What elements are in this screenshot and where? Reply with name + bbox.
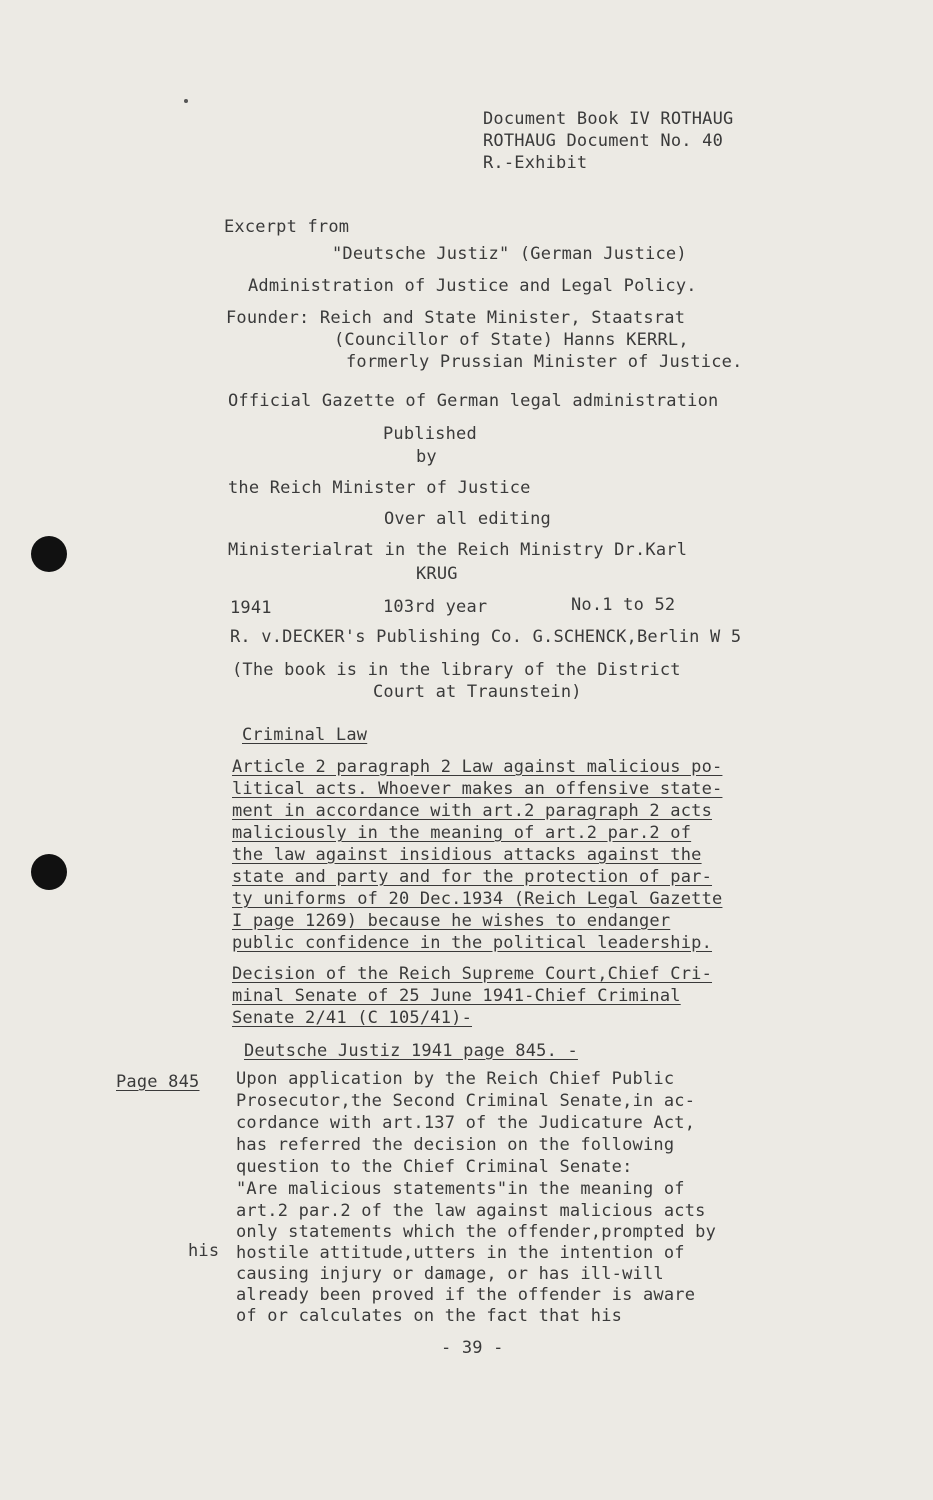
journal-subtitle: Administration of Justice and Legal Policy. [248, 276, 697, 296]
summary-line: Article 2 paragraph 2 Law against malicious po- [232, 757, 723, 777]
publication-year: 1941 [230, 598, 272, 618]
body-line: "Are malicious statements"in the meaning of [236, 1179, 685, 1199]
summary-line: ty uniforms of 20 Dec.1934 (Reich Legal Gazette [232, 889, 723, 909]
punch-hole-top [31, 536, 67, 572]
body-line: Prosecutor,the Second Criminal Senate,in ac- [236, 1091, 696, 1111]
header-exhibit: R.-Exhibit [483, 153, 588, 173]
summary-line: public confidence in the political leadership. [232, 933, 713, 953]
founder-line-2: (Councillor of State) Hanns KERRL, [334, 330, 689, 350]
body-line: causing injury or damage, or has ill-will [236, 1264, 664, 1284]
body-line: has referred the decision on the following [236, 1135, 675, 1155]
library-line-2: Court at Traunstein) [373, 682, 582, 702]
by-line: by [416, 447, 437, 467]
summary-line: litical acts. Whoever makes an offensive state- [232, 779, 723, 799]
founder-line-3: formerly Prussian Minister of Justice. [346, 352, 743, 372]
body-line: question to the Chief Criminal Senate: [236, 1157, 633, 1177]
published-line: Published [383, 424, 477, 444]
decision-line: Senate 2/41 (C 105/41)- [232, 1008, 473, 1028]
founder-line-1: Founder: Reich and State Minister, Staatsrat [226, 308, 686, 328]
page-number: - 39 - [441, 1338, 504, 1358]
body-line: already been proved if the offender is aware [236, 1285, 696, 1305]
body-line: cordance with art.137 of the Judicature Act, [236, 1113, 696, 1133]
publisher-line: R. v.DECKER's Publishing Co. G.SCHENCK,Berlin W 5 [230, 627, 742, 647]
excerpt-label: Excerpt from [224, 217, 350, 237]
body-line: hostile attitude,utters in the intention of [236, 1243, 685, 1263]
body-line: of or calculates on the fact that his [236, 1306, 623, 1326]
editor-line-1: Ministerialrat in the Reich Ministry Dr.Karl [228, 540, 688, 560]
gazette-line: Official Gazette of German legal administration [228, 391, 719, 411]
editor-line-2: KRUG [416, 564, 458, 584]
header-document-number: ROTHAUG Document No. 40 [483, 131, 724, 151]
summary-line: ment in accordance with art.2 paragraph 2 acts [232, 801, 713, 821]
summary-line: maliciously in the meaning of art.2 par.2 of [232, 823, 692, 843]
decision-line: Decision of the Reich Supreme Court,Chief Cri- [232, 964, 713, 984]
summary-line: state and party and for the protection of par- [232, 867, 713, 887]
section-heading: Criminal Law [242, 725, 368, 745]
editing-line: Over all editing [384, 509, 551, 529]
margin-his: his [188, 1241, 220, 1261]
punch-hole-bottom [31, 854, 67, 890]
citation-line: Deutsche Justiz 1941 page 845. - [244, 1041, 578, 1061]
library-line-1: (The book is in the library of the District [232, 660, 681, 680]
header-document-book: Document Book IV ROTHAUG [483, 109, 734, 129]
body-line: art.2 par.2 of the law against malicious acts [236, 1201, 706, 1221]
publication-volume: 103rd year [383, 597, 488, 617]
body-line: Upon application by the Reich Chief Public [236, 1069, 675, 1089]
body-line: only statements which the offender,prompted by [236, 1222, 717, 1242]
publication-numbers: No.1 to 52 [571, 595, 676, 615]
paper-speck [184, 99, 188, 103]
minister-line: the Reich Minister of Justice [228, 478, 531, 498]
decision-line: minal Senate of 25 June 1941-Chief Criminal [232, 986, 681, 1006]
margin-page-note: Page 845 [116, 1072, 200, 1092]
journal-title: "Deutsche Justiz" (German Justice) [332, 244, 687, 264]
summary-line: the law against insidious attacks against the [232, 845, 702, 865]
summary-line: I page 1269) because he wishes to endanger [232, 911, 671, 931]
